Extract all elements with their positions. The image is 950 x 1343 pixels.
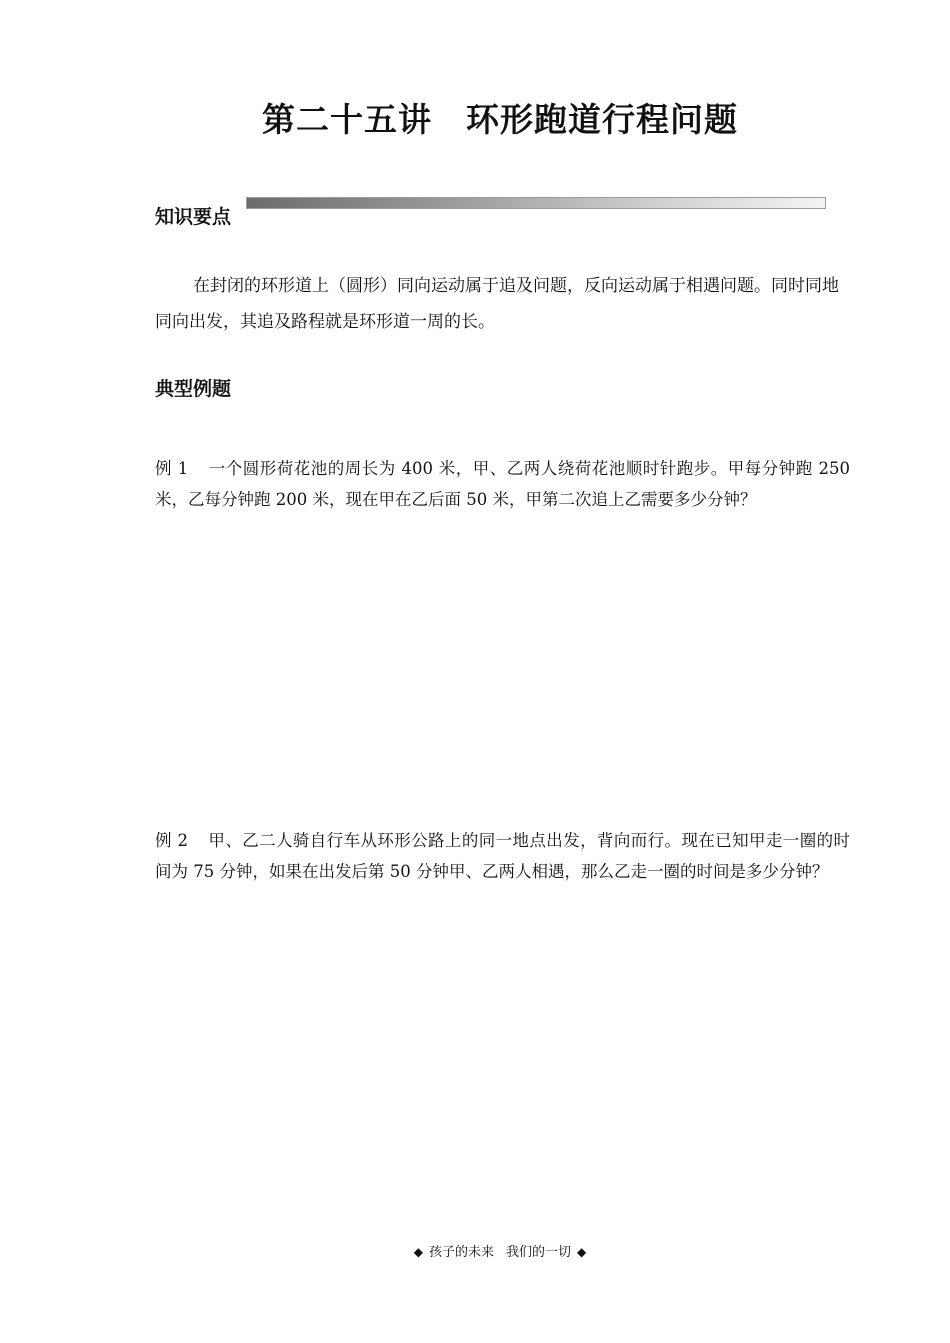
example-2-text: 甲、乙二人骑自行车从环形公路上的同一地点出发，背向而行。现在已知甲走一圈的时间为 75 分钟，如果在出发后第 50 分钟甲、乙两人相遇，那么乙走一圈的时间是多少分钟？ [155,831,850,881]
diamond-icon-right: ◆ [577,1245,587,1259]
footer-text-1: 孩子的未来 [428,1245,494,1260]
example-2-label: 例 2 [155,831,189,850]
footer-text-2: 我们的一切 [506,1245,572,1260]
page-footer [0,1241,950,1260]
example-1 [155,453,850,515]
section-heading-bar [246,197,826,209]
intro-paragraph-block [155,268,855,340]
example-1-text: 一个圆形荷花池的周长为 400 米，甲、乙两人绕荷花池顺时针跑步。甲每分钟跑 250 米，乙每分钟跑 200 米，现在甲在乙后面 50 米，甲第二次追上乙需要多少分钟？ [155,459,850,509]
example-1-label: 例 1 [155,459,189,478]
intro-paragraph: 在封闭的环形道上（圆形）同向运动属于追及问题，反向运动属于相遇问题。同时同地同向出发，其追及路程就是环形道一周的长。 [155,276,839,332]
section-heading-examples: 典型例题 [155,378,232,400]
page-title: 第二十五讲 环形跑道行程问题 [262,100,738,139]
diamond-icon-left: ◆ [413,1245,423,1259]
example-2 [155,825,850,887]
section-heading-knowledge: 知识要点 [155,206,232,228]
